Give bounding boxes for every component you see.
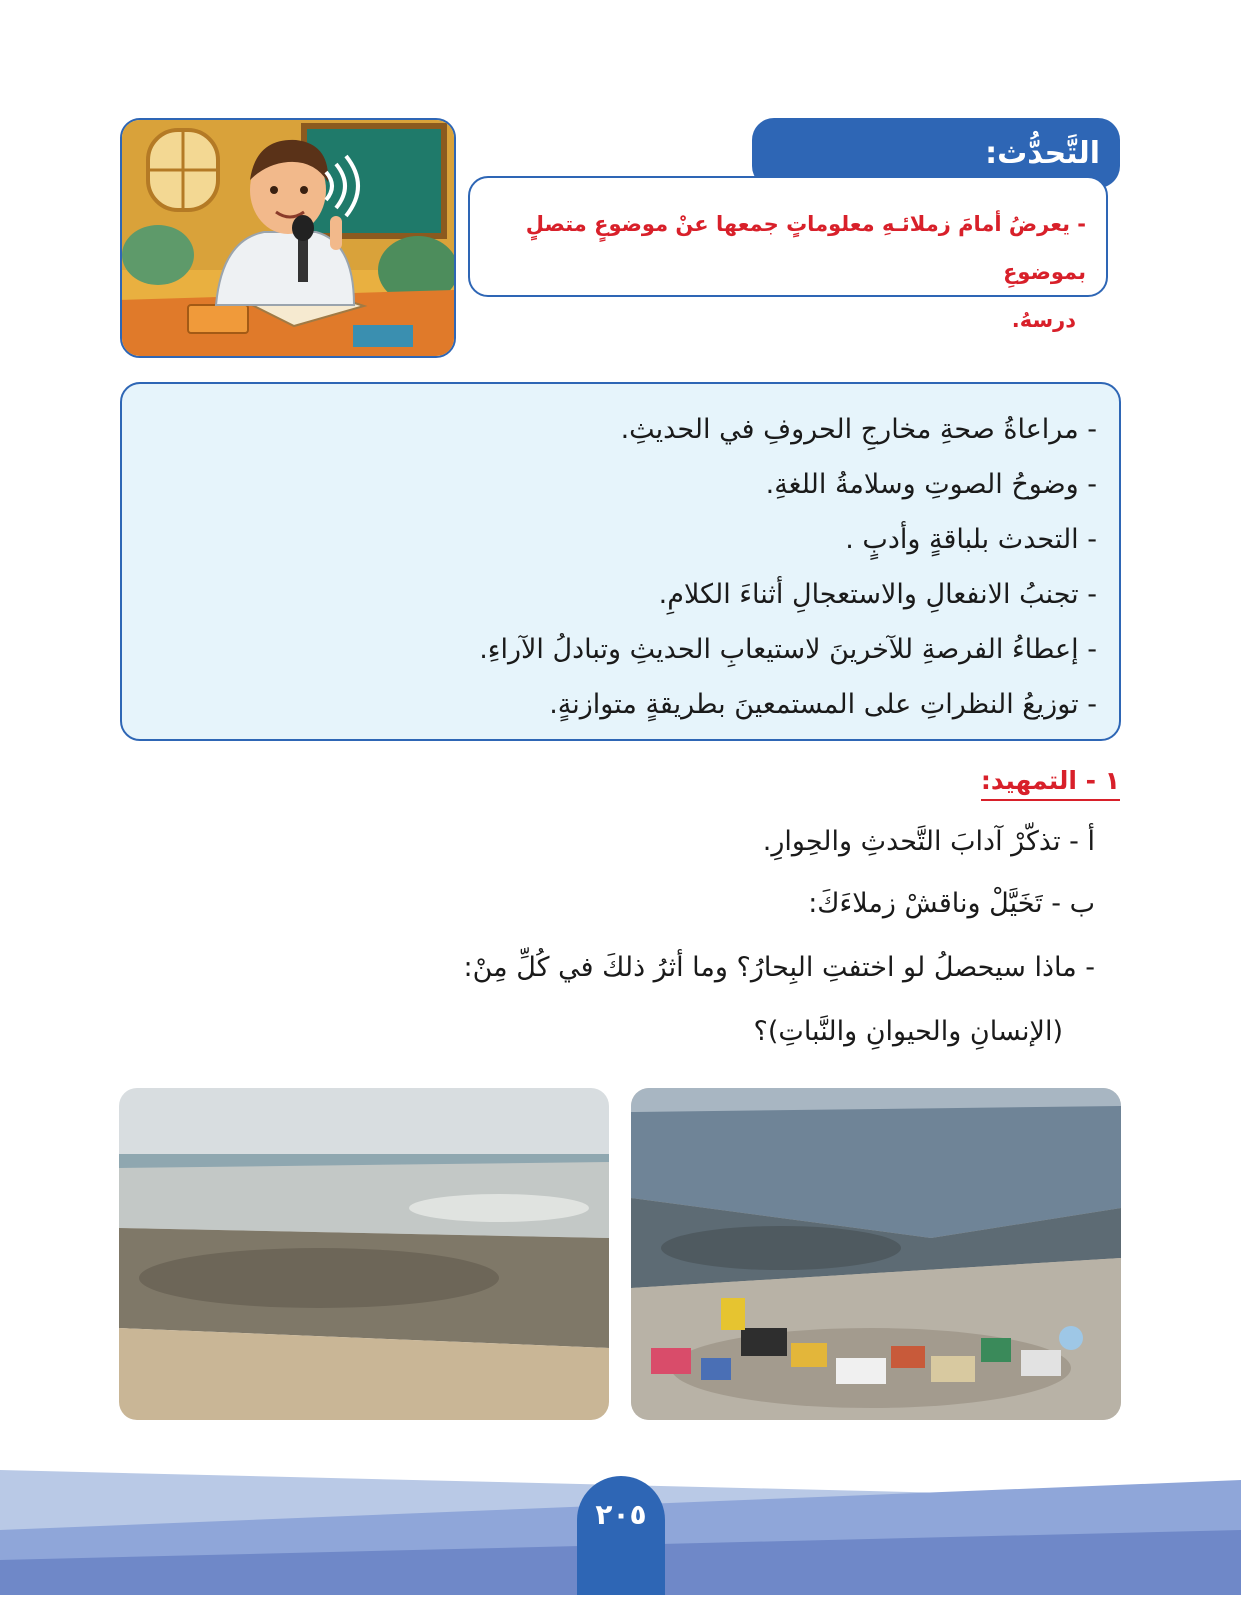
guideline-item: - مراعاةُ صحةِ مخارجِ الحروفِ في الحديثِ. <box>620 414 1097 445</box>
guideline-item: - إعطاءُ الفرصةِ للآخرينَ لاستيعابِ الحديثِ وتبادلُ الآراءِ. <box>479 634 1097 665</box>
objective-line-2: درسهُ. <box>1011 308 1076 332</box>
objective-line-1: - يعرضُ أمامَ زملائـهِ معلوماتٍ جمعها عنْ موضوعٍ متصلٍ بموضوعِ <box>525 212 1086 284</box>
guideline-item: - التحدث بلباقةٍ وأدبٍ . <box>845 524 1097 555</box>
intro-question: - ماذا سيحصلُ لو اختفتِ البِحارُ؟ وما أثرُ ذلكَ في كُلِّ مِنْ: <box>463 952 1095 983</box>
intro-item-a: أ - تذكّرْ آدابَ التَّحدثِ والحِوارِ. <box>762 826 1095 857</box>
section-title: التَّحدُّث: <box>985 135 1100 171</box>
guideline-item: - وضوحُ الصوتِ وسلامةُ اللغةِ. <box>765 469 1097 500</box>
dry-seabed-photo <box>119 1088 609 1420</box>
speaking-boy-illustration <box>120 118 456 358</box>
guideline-item: - توزيعُ النظراتِ على المستمعينَ بطريقةٍ متوازنةٍ. <box>549 689 1097 720</box>
dry-seabed-drawing <box>119 1088 609 1420</box>
polluted-beach-photo <box>631 1088 1121 1420</box>
intro-question-continued: (الإنسانِ والحيوانِ والنَّباتِ)؟ <box>753 1016 1063 1047</box>
illustration-drawing <box>120 120 454 358</box>
intro-item-b: ب - تَخَيَّلْ وناقشْ زملاءَكَ: <box>808 888 1095 919</box>
speaking-guidelines-box <box>120 382 1121 741</box>
objective-box <box>468 176 1108 332</box>
guideline-item: - تجنبُ الانفعالِ والاستعجالِ أثناءَ الكلامِ. <box>658 579 1097 610</box>
intro-heading: ١ - التمهيد: <box>981 766 1120 801</box>
page-number-badge <box>577 1476 665 1595</box>
page-number: ٢٠٥ <box>595 1498 647 1531</box>
guidelines-list <box>142 402 1097 732</box>
polluted-beach-drawing <box>631 1088 1121 1420</box>
